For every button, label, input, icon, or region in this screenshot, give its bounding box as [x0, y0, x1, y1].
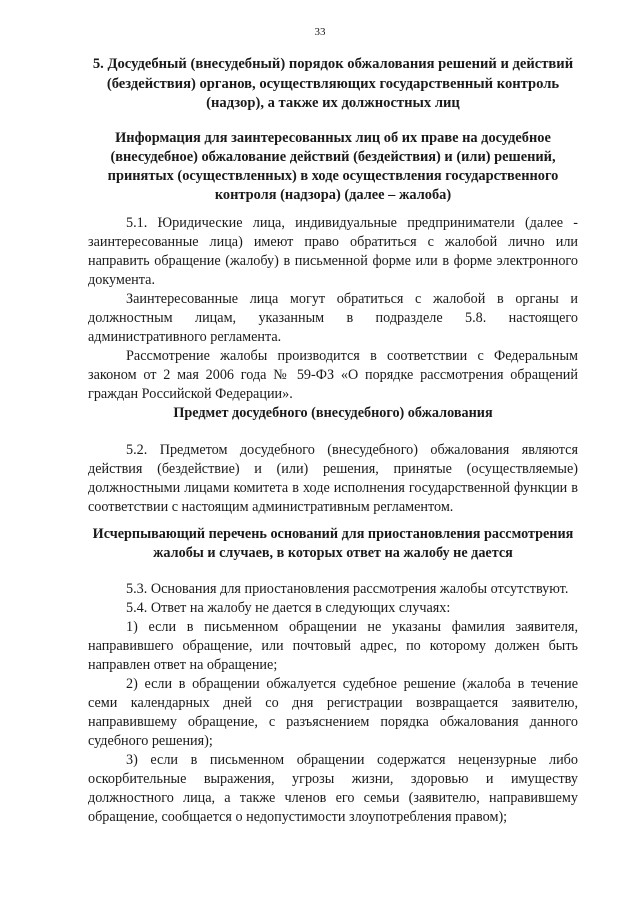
- paragraph-5-1-c: Рассмотрение жалобы производится в соответствии с Федеральным законом от 2 мая 2006 года № 59-ФЗ «О порядке рассмотрения обращений граждан Российской Федерации».: [88, 348, 578, 402]
- paragraph-5-4-item-3: 3) если в письменном обращении содержатся нецензурные либо оскорбительные выражения, угрозы жизни, здоровью и имуществу должностного лица, а также членов его семьи (заявителю, направившему обращение, сообщается о недопустимости злоупотребления правом);: [88, 752, 578, 825]
- paragraph-5-4-item-1: 1) если в письменном обращении не указаны фамилия заявителя, направившего обращение, или почтовый адрес, по которому должен быть направлен ответ на обращение;: [88, 619, 578, 673]
- info-heading: Информация для заинтересованных лиц об их праве на досудебное (внесудебное) обжалование действий (бездействия) и (или) решений, принятых (осуществленных) в ходе осуществления государственного контроля (надзора) (далее – жалоба): [107, 130, 559, 203]
- paragraph-5-1-a: 5.1. Юридические лица, индивидуальные предприниматели (далее - заинтересованные лица) имеют право обратиться с жалобой лично или направить обращение (жалобу) в письменной форме или в форме электронного документа.: [88, 215, 578, 288]
- page-number: 33: [314, 26, 326, 38]
- paragraph-5-3: 5.3. Основания для приостановления рассмотрения жалобы отсутствуют.: [126, 581, 569, 597]
- subject-heading: Предмет досудебного (внесудебного) обжалования: [173, 405, 493, 421]
- section-5-2: [88, 441, 578, 517]
- paragraph-5-4-item-2: 2) если в обращении обжалуется судебное решение (жалоба в течение семи календарных дней со дня регистрации возвращается заявителю, направившему обращение, с разъяснением порядка обжалования данного судебного решения);: [88, 676, 578, 749]
- section-title: 5. Досудебный (внесудебный) порядок обжалования решений и действий (бездействия) органов, осуществляющих государственный контроль (надзор), а также их должностных лиц: [92, 56, 574, 111]
- paragraph-5-2: 5.2. Предметом досудебного (внесудебного) обжалования являются действия (бездействие) и (или) решения, принятые (осуществляемые) должностными лицами комитета в ходе исполнения государственной функции в соответствии с настоящим административным регламентом.: [88, 442, 578, 515]
- section-5-1: [88, 214, 578, 404]
- section-5-3-5-4: [88, 580, 578, 827]
- paragraph-5-1-b: Заинтересованные лица могут обратиться с жалобой в органы и должностным лицам, указанным в подразделе 5.8. настоящего административного регламента.: [88, 291, 578, 345]
- grounds-heading: Исчерпывающий перечень оснований для приостановления рассмотрения жалобы и случаев, в которых ответ на жалобу не дается: [92, 526, 574, 561]
- paragraph-5-4: 5.4. Ответ на жалобу не дается в следующих случаях:: [126, 600, 451, 616]
